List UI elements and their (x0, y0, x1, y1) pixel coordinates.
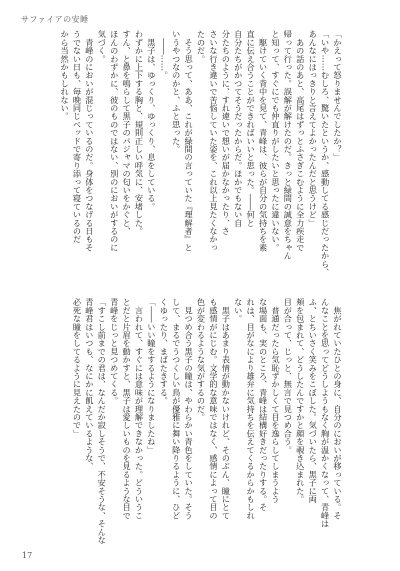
text-line: 見つめ合う黒子の瞳は、やわらかい青色をしていた。そう (184, 298, 195, 520)
text-line: 言われて、すぐには意味が理解できなかった。どういうこ (134, 298, 145, 520)
text-line: すん、と鼻を鳴らして黒子のパジャマの匂いをかぐと、 (122, 30, 133, 235)
text-line: たのだ。 (196, 30, 207, 63)
text-line: 帰って行った。誤解が解けたのだ。きっと緑間の誠意をちゃん (283, 30, 294, 260)
text-line: 色が変わるような気がするのだ。 (196, 298, 207, 421)
text-line: ほんのわずかに、彼のものではない、別のにおいがするのに (109, 30, 120, 252)
page-number: 17 (22, 551, 33, 560)
text-line: な場面も、実のところ、青峰は結構好きだったりする。そ (258, 298, 269, 512)
text-line: 駆けていく背中を見て、青峰は、彼らが自分の気持ちを素 (258, 30, 269, 252)
text-line: そう思って、ああ、これが緑間の言っていた『理解者』と (184, 30, 195, 252)
text-line: さいな行き違いで苦悩していた姿を、これ以上見たくなかっ (208, 30, 219, 252)
text-line: 青峰君はいつも、なにかに飢えているような、 (84, 298, 95, 471)
text-line: とだと片眉を動かすと、黒子は愛しいものを見るような目で (122, 298, 133, 520)
text-line: 直に伝え合うことができればいいと思った。――何と (246, 30, 257, 227)
text-line: 自分たちがかつてそうだったからだ。ほかでもない自 (233, 30, 244, 227)
text-line: 「かえって怒りませんでしたか？」 (333, 30, 343, 162)
text-line: 頬を包まれて、どうしたんですかと顔を覗き込まれた。 (295, 298, 306, 503)
text-line: わずかに上下する胸と、規則正しい呼気に、安堵した。 (134, 30, 145, 235)
text-line: 気づく。 (97, 30, 108, 63)
running-head: サファイアの安睡 (21, 15, 89, 24)
text-line: 黒子は、ゆっくり、ゆっくり、息をしている。 (146, 30, 157, 211)
text-line: くゆったり、まばたきする。 (159, 298, 170, 405)
text-line: して、まるでうつくしい鳥が優雅に舞い降りるように、ひど (171, 298, 182, 520)
text-line: 必死な瞳をしてるように見えたので」 (72, 298, 83, 438)
text-line: 「――いい瞳をするようになりましたね」 (146, 298, 157, 454)
text-line: あの話のあと、高尾はずっとふさぎこむように全力疾走で (295, 30, 306, 252)
text-line: 「すこし前までの君は、なんだか寂しそうで、不安そうな、そんな (97, 298, 108, 544)
upper-text-block (56, 30, 344, 276)
text-line: 黒子はあまり表情が動かないけれど、そのぶん、瞳にとて (221, 298, 232, 520)
text-line: あんなにはっきりと言えてよかったんだと思うけど」 (308, 30, 319, 227)
text-line: ――……。 (159, 30, 170, 80)
text-line: 普通だったら気恥ずかしくて目を逸らしてしまうよう (270, 298, 281, 503)
text-line: ない。 (233, 298, 244, 323)
text-line: と知って、すぐにでも仲直りがしたいと思ったに違いない。 (270, 30, 281, 252)
text-line: 青峰のにおいが混じっているのだ。身体をつなげる日もそ (84, 30, 95, 252)
text-line: ふ、とちいさく笑みをこぼした。気づいたら、黒子に両 (308, 298, 319, 503)
text-line: んなことを思ってどうしようもなく胸が温かくなって、青峰は (320, 298, 331, 528)
text-line: 分たちのように、すれ違いで想いが届かなかったり、さ (221, 30, 232, 235)
text-line: れは、目がなにより雄弁に気持ちを伝えてくるからかもしれ (246, 298, 257, 520)
text-line: も感情がにじむ。文学的な意味ではなく、感情によって目の (208, 298, 219, 520)
text-line: いうやつなのかと、ふと思った。 (171, 30, 182, 153)
text-line: から当然かもしれない。 (60, 30, 71, 121)
text-line: 目が合って、じっと、無言で見つめ合う。 (283, 298, 294, 454)
text-line: うでない日も、毎晩同じベッドで寄り添って寝ているのだ (72, 30, 83, 244)
text-line: 「いや……むしろ、驚いたというか、感動してる感じだったから、 (320, 30, 331, 276)
lower-text-block (56, 298, 344, 544)
text-line: 焦がれていたひとの身に、自分のにおいが移っている。そ (333, 298, 343, 520)
text-line: 青峰をじっと見つめてくる。 (109, 298, 120, 405)
